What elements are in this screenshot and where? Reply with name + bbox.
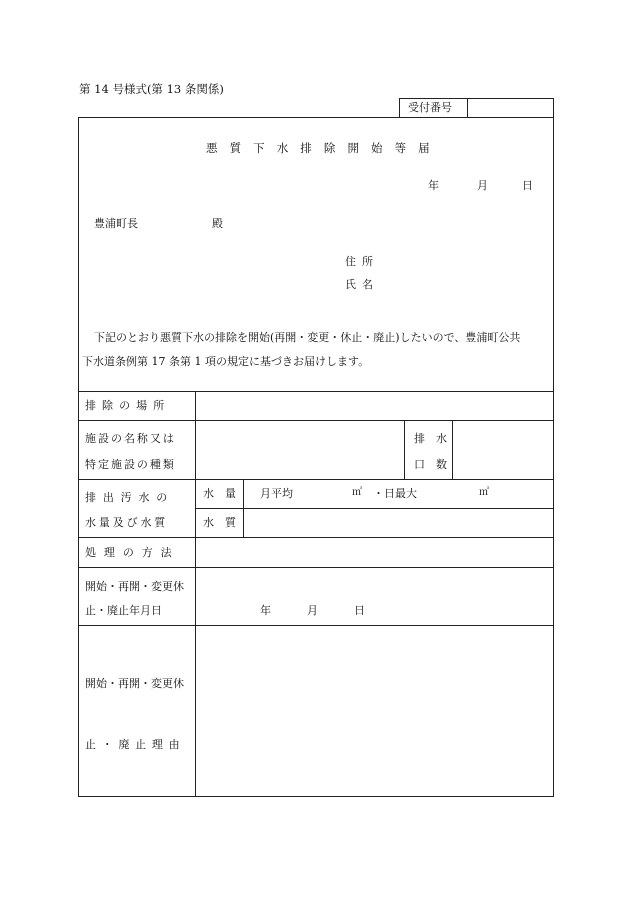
treatment-label: 処理の方法 — [85, 546, 180, 559]
monthly-average-field[interactable] — [296, 482, 350, 504]
honorific: 殿 — [212, 217, 223, 230]
cubic-meter-unit: ㎥ — [479, 487, 489, 498]
name-field[interactable] — [385, 275, 545, 293]
date-month-label: 月 — [477, 179, 488, 192]
row-divider — [78, 420, 554, 421]
column-divider — [452, 420, 453, 479]
start-date-field[interactable] — [197, 569, 553, 624]
facility-label-line-2: 特定施設の種類 — [85, 458, 176, 471]
reason-label-line-1: 開始・再開・変更休 — [85, 677, 184, 690]
discharge-label-line-1: 排出汚水の — [85, 491, 175, 504]
location-label: 排除の場所 — [85, 399, 171, 412]
reason-label-line-2: 止・廃止理由 — [85, 738, 186, 751]
name-label: 氏名 — [345, 278, 380, 291]
row-divider — [78, 391, 554, 392]
facility-label-line-1: 施設の名称又は — [85, 432, 176, 445]
start-date-year-label: 年 — [260, 604, 271, 617]
location-field[interactable] — [197, 393, 553, 419]
quality-label: 水 質 — [203, 516, 236, 529]
start-date-month-label: 月 — [307, 604, 318, 617]
date-year-label: 年 — [428, 179, 439, 192]
statement-line-2: 下水道条例第 17 条第 1 項の規定に基づきお届けします。 — [82, 355, 370, 368]
daily-maximum-field[interactable] — [425, 482, 477, 504]
label-column-divider — [195, 391, 196, 797]
row-divider — [78, 625, 554, 626]
start-date-label-line-1: 開始・再開・変更休 — [85, 580, 184, 593]
addressee: 豊浦町長 — [94, 217, 138, 230]
daily-maximum-label: ・日最大 — [373, 487, 417, 500]
form-title: 悪質下水排除開始等届 — [206, 141, 442, 155]
reason-field[interactable] — [197, 627, 553, 795]
receipt-divider — [467, 98, 468, 118]
row-divider — [78, 567, 554, 568]
outlet-label-line-1: 排 水 — [414, 432, 447, 445]
address-field[interactable] — [385, 252, 545, 270]
date-day-label: 日 — [522, 179, 533, 192]
receipt-number-field[interactable] — [469, 99, 553, 117]
outlet-label-line-2: 口 数 — [414, 458, 447, 471]
form-number: 第 14 号様式(第 13 条関係) — [79, 82, 224, 96]
discharge-label-line-2: 水量及び水質 — [85, 516, 169, 529]
start-date-label-line-2: 止・廃止年月日 — [85, 604, 162, 617]
quantity-label: 水 量 — [203, 487, 236, 500]
facility-field[interactable] — [197, 422, 403, 478]
address-label: 住所 — [345, 255, 380, 268]
statement-line-1: 下記のとおり悪質下水の排除を開始(再開・変更・休止・廃止)したいので、豊浦町公共 — [94, 331, 521, 344]
water-quality-field[interactable] — [245, 510, 553, 536]
column-divider — [243, 479, 244, 537]
monthly-average-label: 月平均 — [260, 487, 293, 500]
receipt-label: 受付番号 — [408, 101, 452, 114]
start-date-day-label: 日 — [354, 604, 365, 617]
row-divider — [196, 508, 554, 509]
treatment-field[interactable] — [197, 539, 553, 566]
outlet-count-field[interactable] — [454, 422, 553, 478]
cubic-meter-unit: ㎥ — [352, 487, 362, 498]
row-divider — [78, 537, 554, 538]
row-divider — [78, 479, 554, 480]
column-divider — [404, 420, 405, 479]
